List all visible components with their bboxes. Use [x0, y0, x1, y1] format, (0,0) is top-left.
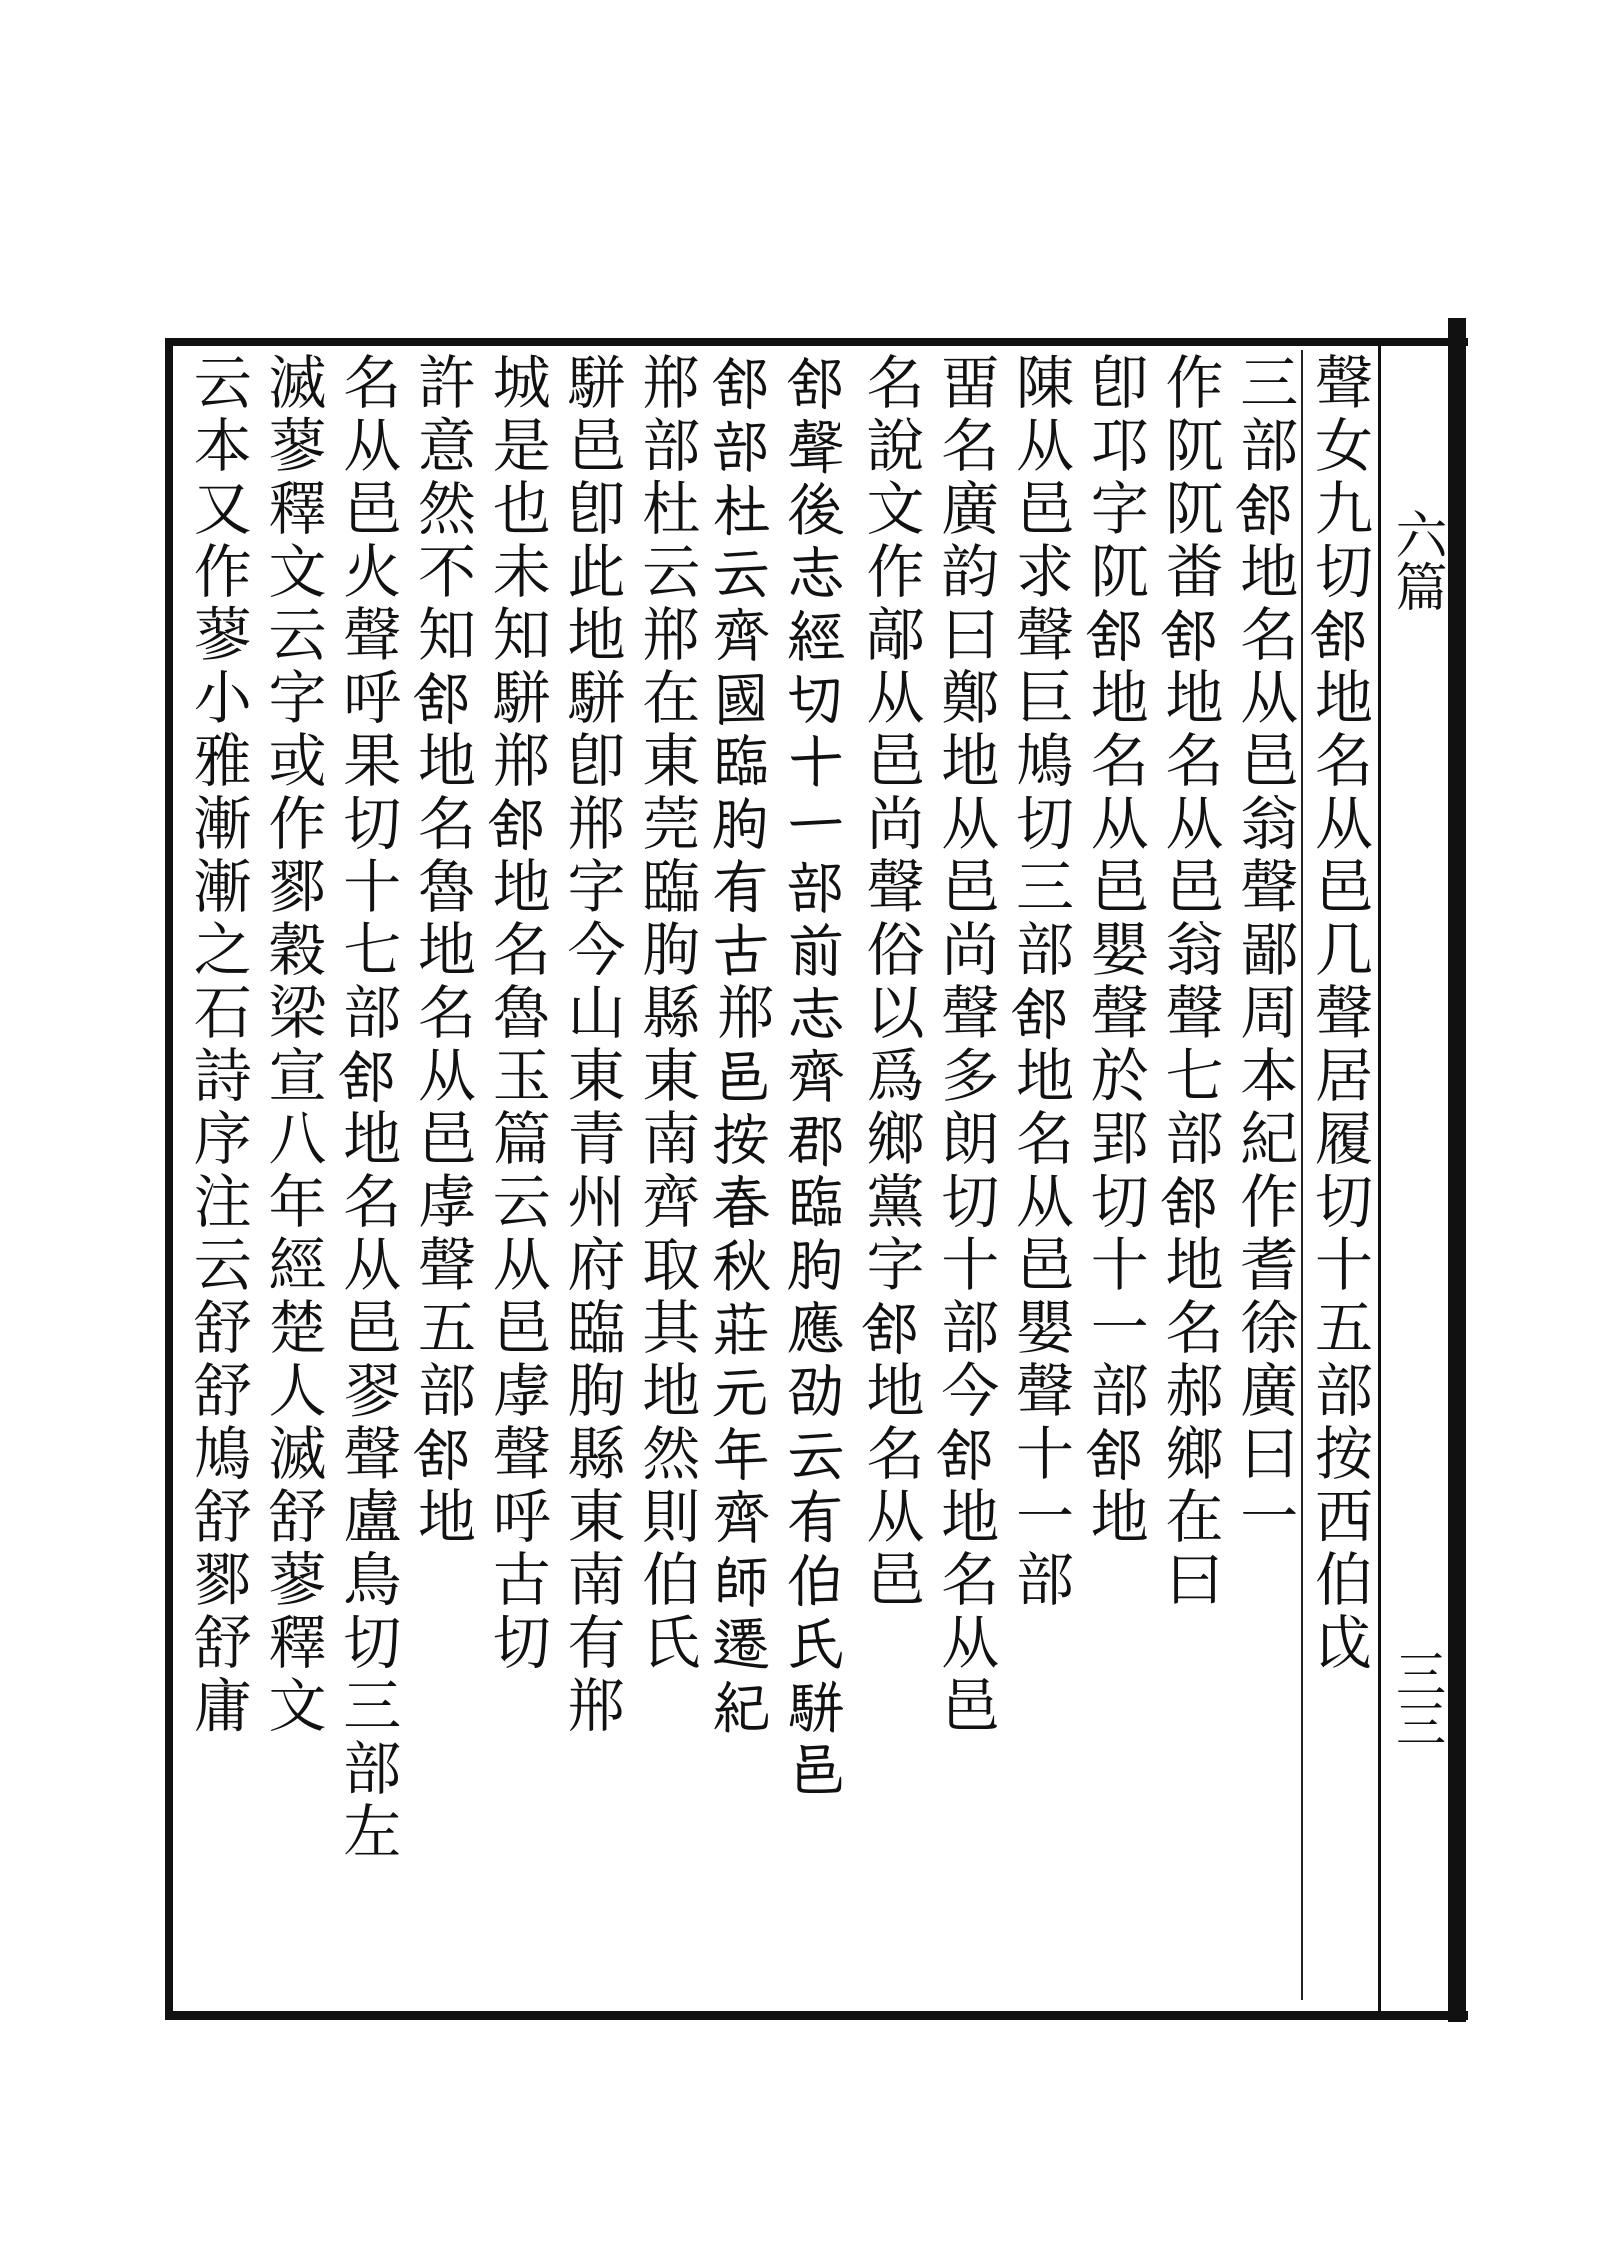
- text-column: 陳从邑求聲巨鳩切三部𨛭地名从邑嬰聲十一部: [1006, 352, 1074, 1612]
- frame-right-rule: [1448, 318, 1466, 2022]
- text-column: 城是也未知駢郱𨛭地名魯玉篇云从邑虖聲呼古切: [482, 352, 551, 1675]
- page-number: 三三: [1388, 1648, 1446, 1748]
- text-column: 許意然不知𨛭地名魯地名从邑虖聲五部𨛭地: [408, 352, 476, 1549]
- text-column: 名从邑火聲呼果切十七部𨛭地名从邑翏聲盧鳥切三部左: [333, 352, 402, 1864]
- text-column: 郱部杜云郱在東莞臨朐縣東南齊取其地然則伯氏: [632, 352, 701, 1675]
- text-column: 三部𨛭地名从邑翁聲鄙周本紀作耆徐廣曰一: [1230, 352, 1299, 1549]
- page-margin-strip: [1378, 338, 1448, 2020]
- text-column: 𨛭聲後志經切十一部前志齊郡臨朐應劭云有伯氏駢邑: [781, 352, 850, 1801]
- text-column: 𨛭部杜云齊國臨朐有古郱邑按春秋莊元年齊師遷紀: [707, 352, 775, 1738]
- text-column: 滅蓼釋文云字或作鄝穀梁宣八年經楚人滅舒蓼釋文: [258, 352, 327, 1738]
- text-body: [180, 350, 1376, 2000]
- text-column: 名說文作鄗从邑尚聲俗以爲鄉黨字𨛭地名从邑: [856, 352, 925, 1612]
- text-column: 云本又作蓼小雅漸漸之石詩序注云舒舒鳩舒鄝舒庸: [183, 352, 252, 1738]
- text-column: 卽邛字阢𨛭地名从邑嬰聲於郢切十一部𨛭地: [1080, 352, 1149, 1549]
- text-column: 駢邑卽此地駢卽郱字今山東青州府臨朐縣東南有郱: [557, 352, 626, 1738]
- text-column: 聲女九切𨛭地名从邑几聲居履切十五部按西伯戉: [1301, 350, 1376, 2000]
- margin-label: 六篇: [1386, 508, 1446, 612]
- text-column: 畱名廣韵曰鄭地从邑尚聲多朗切十部今𨛭地名从邑: [931, 352, 1000, 1738]
- text-column: 作阢阢畨𨛭地名从邑翁聲七部𨛭地名郝鄉在曰: [1155, 352, 1224, 1612]
